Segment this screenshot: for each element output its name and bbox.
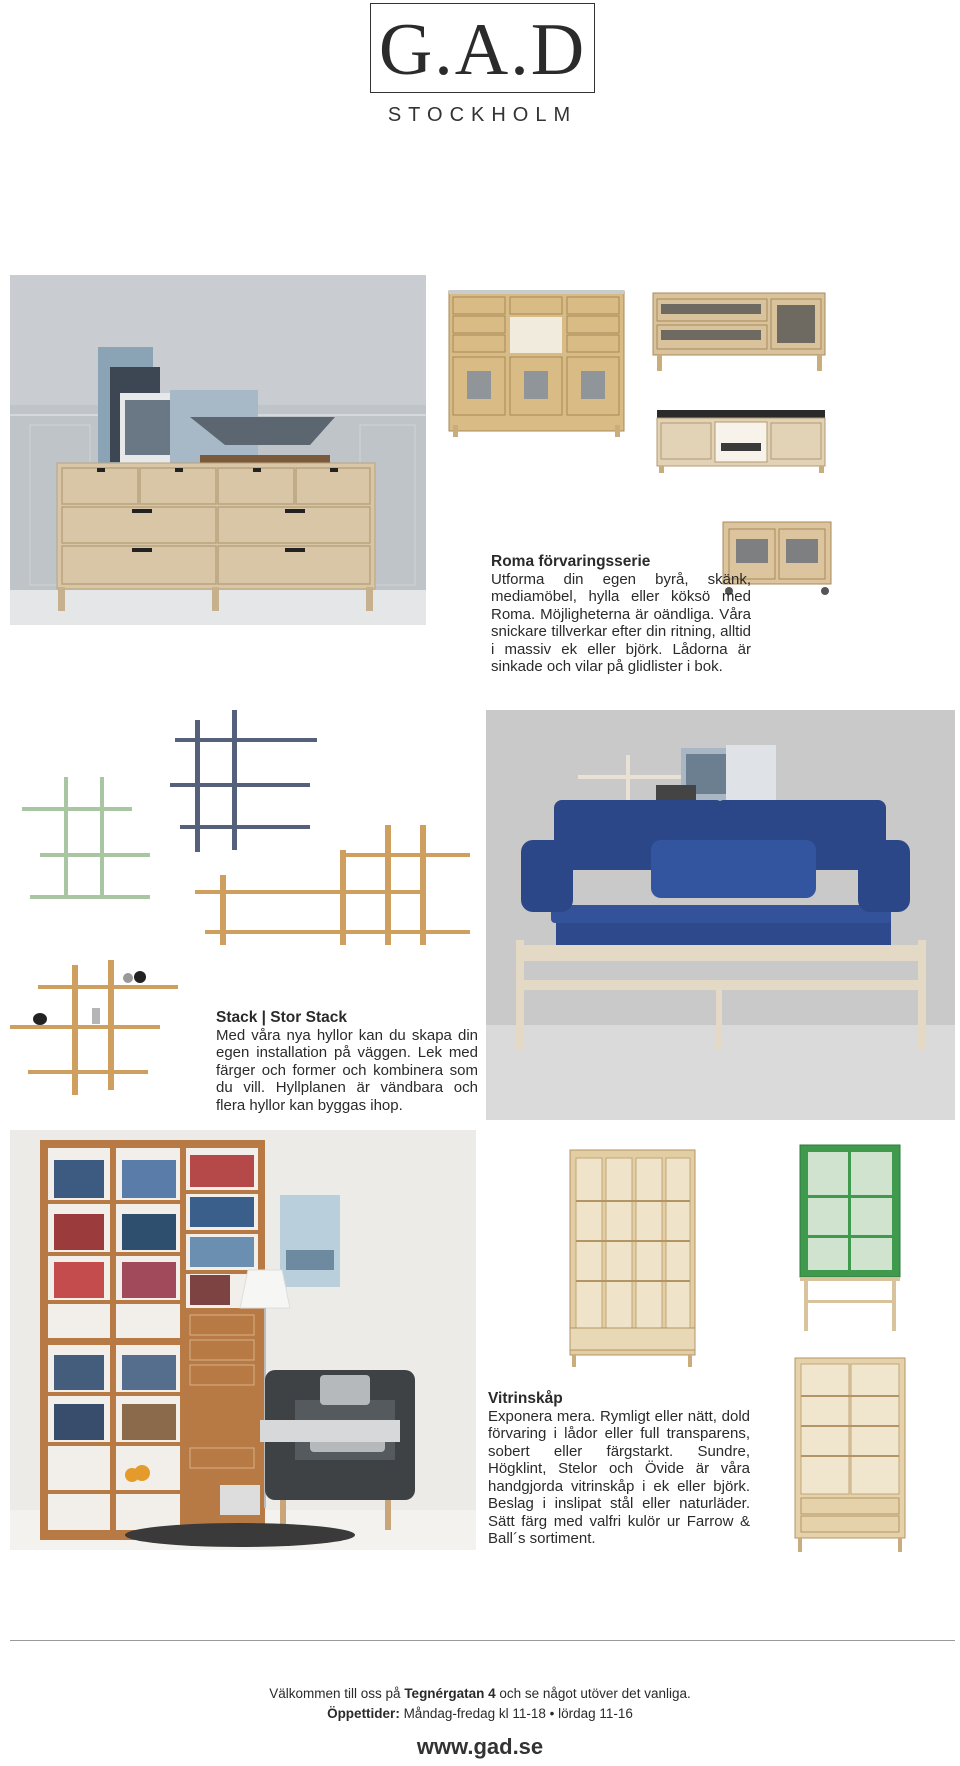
footer-address-line [0, 1686, 960, 1701]
photo-bookcase-room [10, 1130, 476, 1550]
vitrin-body: Exponera mera. Rymligt eller nätt, dold förvaring i lådor eller full transparens, sobert eller färgstarkt. Sundre, Högklint, Stelor och Övide är våra handgjorda vitrinskåp i ek eller björk. Beslag i inslipat stål eller naturläder. Sätt färg med valfri kulör ur Farrow & Ball´s sortiment. [488, 1407, 750, 1547]
roma-text-block [491, 553, 751, 676]
footer-hours: Måndag-fredag kl 11-18 • lördag 11-16 [399, 1706, 633, 1721]
website-link[interactable]: www.gad.se [416, 1734, 544, 1759]
photo-blue-sofa [486, 710, 955, 1120]
roma-body: Utforma din egen byrå, skänk, mediamöbel, hylla eller köksö med Roma. Möjligheterna är oändliga. Våra snickare tillverkar efter din ritning, alltid i massiv ek eller björk. Lådorna är sinkade och vilar på glidlister i bok. [491, 570, 751, 675]
logo [370, 3, 595, 93]
footer-address: Tegnérgatan 4 [404, 1686, 496, 1701]
footer-welcome-pre: Välkommen till oss på [269, 1686, 405, 1701]
footer-hours-label: Öppettider: [327, 1706, 400, 1721]
stack-title: Stack | Stor Stack [216, 1009, 347, 1026]
vitrin-text-block [488, 1390, 750, 1548]
roma-title: Roma förvaringsserie [491, 553, 651, 570]
footer-welcome-post: och se något utöver det vanliga. [495, 1686, 691, 1701]
footer-divider [10, 1640, 955, 1641]
logo-city: STOCKHOLM [387, 104, 578, 126]
photo-dresser-room [10, 275, 426, 625]
stack-body: Med våra nya hyllor kan du skapa din egen installation på väggen. Lek med färger och former och kombinera som du vill. Hyllplanen är vändbara och flera hyllor kan byggas ihop. [216, 1026, 478, 1114]
logo-text: G.A.D [378, 9, 587, 91]
footer-hours-line [0, 1706, 960, 1721]
stack-text-block [216, 1009, 478, 1114]
vitrin-title: Vitrinskåp [488, 1390, 563, 1407]
